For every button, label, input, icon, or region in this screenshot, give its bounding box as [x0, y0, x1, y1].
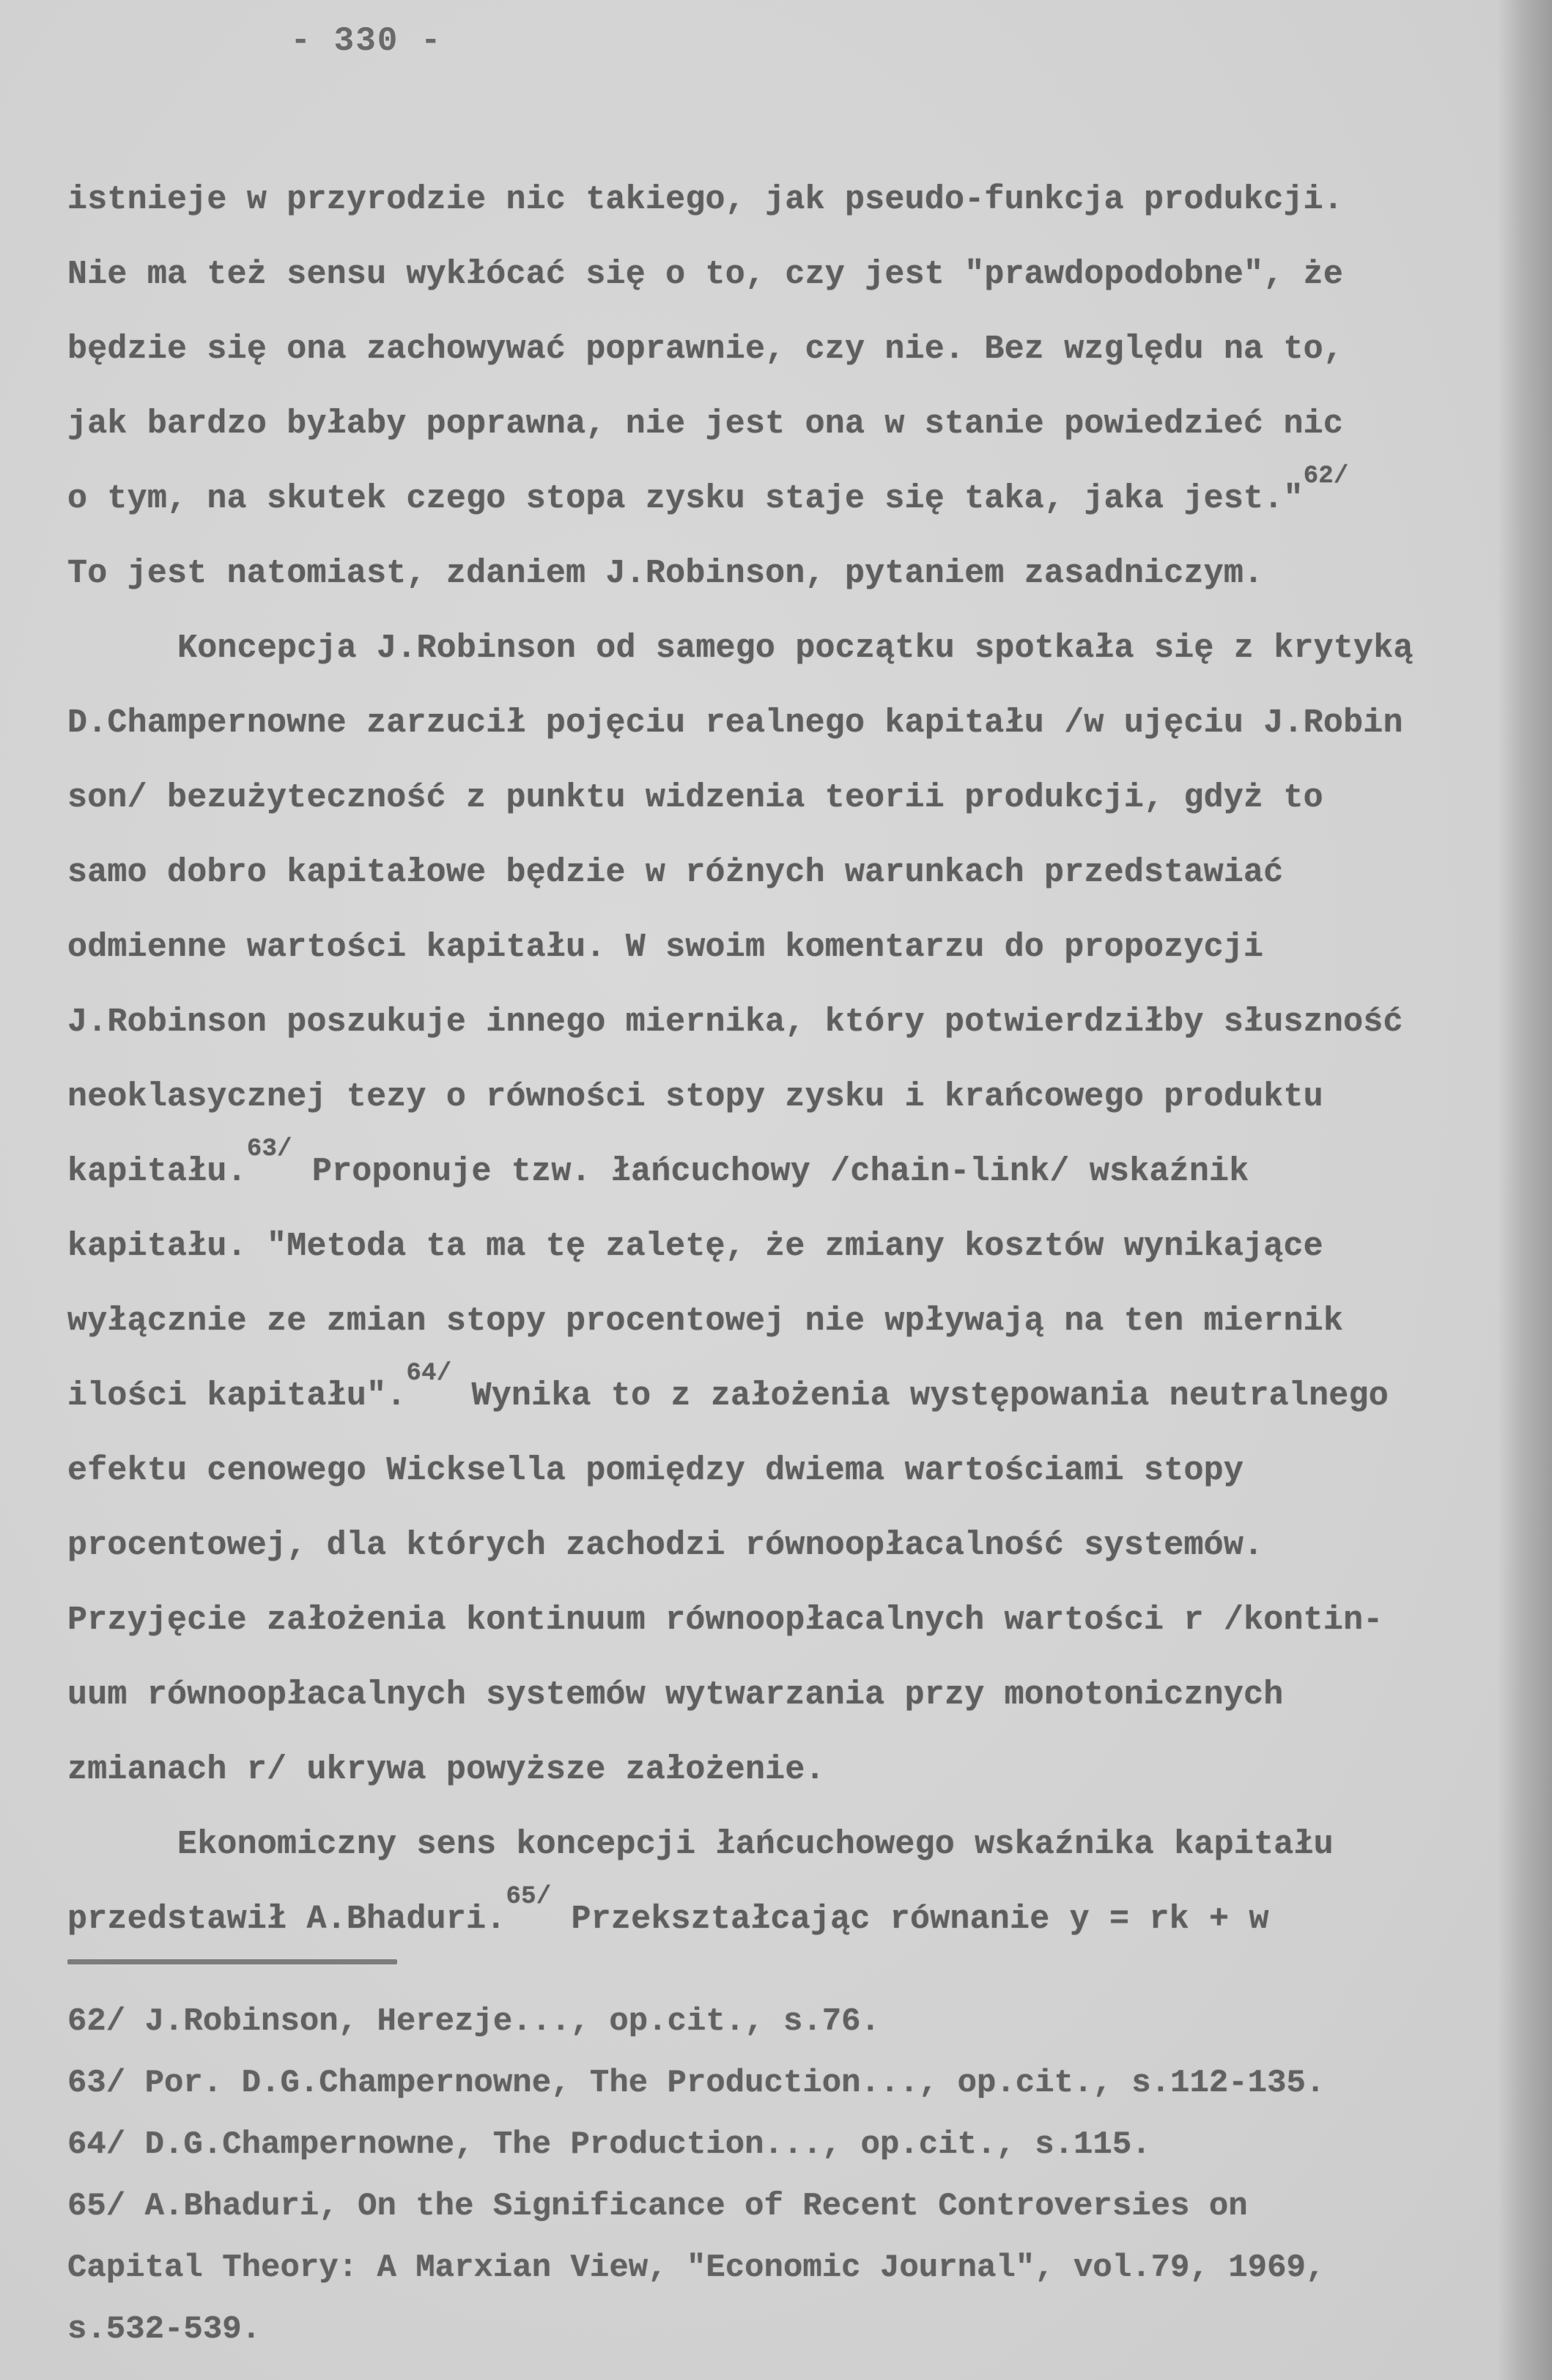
text-line: samo dobro kapitałowe będzie w różnych warunkach przedstawiać: [67, 854, 1284, 891]
text-line: Nie ma też sensu wykłócać się o to, czy jest "prawdopodobne", że: [67, 256, 1344, 293]
text-line: będzie się ona zachowywać poprawnie, czy nie. Bez względu na to,: [67, 331, 1344, 368]
text-line: [67, 1135, 1533, 1209]
line-text: Przekształcając równanie y = rk + w: [551, 1901, 1269, 1938]
text-line: To jest natomiast, zdaniem J.Robinson, pytaniem zasadniczym.: [67, 555, 1264, 592]
line-text: ilości kapitału".: [67, 1377, 407, 1415]
footnote-separator: [67, 1959, 397, 1964]
footnote-65-continued: s.532-539.: [67, 2311, 262, 2348]
footnote-64: 64/ D.G.Champernowne, The Production..., op.cit., s.115.: [67, 2126, 1151, 2163]
line-text: kapitału.: [67, 1153, 247, 1190]
footnote-ref-62[interactable]: 62/: [1303, 463, 1349, 490]
text-line: D.Champernowne zarzucił pojęciu realnego kapitału /w ujęciu J.Robin: [67, 704, 1403, 742]
text-line: Przyjęcie założenia kontinuum równoopłacalnych wartości r /kontin-: [67, 1602, 1383, 1639]
page-number: - 330 -: [290, 22, 443, 60]
footnote-ref-65[interactable]: 65/: [506, 1883, 552, 1911]
footnote-65: 65/ A.Bhaduri, On the Significance of Recent Controversies on: [67, 2188, 1248, 2225]
footnotes: [67, 1991, 1533, 2360]
text-line: J.Robinson poszukuje innego miernika, który potwierdziłby słuszność: [67, 1003, 1403, 1041]
line-text: Proponuje tzw. łańcuchowy /chain-link/ wskaźnik: [292, 1153, 1249, 1190]
text-line: istnieje w przyrodzie nic takiego, jak pseudo-funkcja produkcji.: [67, 181, 1344, 218]
text-line: neoklasycznej tezy o równości stopy zysku i krańcowego produktu: [67, 1078, 1323, 1116]
text-line: zmianach r/ ukrywa powyższe założenie.: [67, 1751, 825, 1788]
text-line: wyłącznie ze zmian stopy procentowej nie wpływają na ten miernik: [67, 1303, 1344, 1340]
line-text: przedstawił A.Bhaduri.: [67, 1901, 506, 1938]
footnote-ref-64[interactable]: 64/: [406, 1360, 452, 1388]
text-line: [67, 1359, 1533, 1434]
line-text: Wynika to z założenia występowania neutralnego: [451, 1377, 1389, 1415]
footnote-ref-63[interactable]: 63/: [246, 1135, 292, 1163]
text-line: kapitału. "Metoda ta ma tę zaletę, że zmiany kosztów wynikające: [67, 1228, 1323, 1265]
text-line-paragraph-start: Ekonomiczny sens koncepcji łańcuchowego wskaźnika kapitału: [177, 1826, 1334, 1863]
body-text: [67, 163, 1533, 1957]
text-line: efektu cenowego Wicksella pomiędzy dwiema wartościami stopy: [67, 1452, 1244, 1489]
line-text: o tym, na skutek czego stopa zysku staje się taka, jaka jest.": [67, 480, 1304, 517]
text-line: [67, 462, 1533, 537]
text-line: [67, 1882, 1533, 1957]
footnote-65-continued: Capital Theory: A Marxian View, "Economic Journal", vol.79, 1969,: [67, 2250, 1326, 2286]
text-line: odmienne wartości kapitału. W swoim komentarzu do propozycji: [67, 929, 1264, 966]
text-line: jak bardzo byłaby poprawna, nie jest ona w stanie powiedzieć nic: [67, 405, 1344, 443]
text-line: son/ bezużyteczność z punktu widzenia teorii produkcji, gdyż to: [67, 779, 1323, 817]
text-line: procentowej, dla których zachodzi równoopłacalność systemów.: [67, 1527, 1264, 1564]
footnote-62: 62/ J.Robinson, Herezje..., op.cit., s.76.: [67, 2003, 880, 2040]
footnote-63: 63/ Por. D.G.Champernowne, The Production..., op.cit., s.112-135.: [67, 2065, 1326, 2101]
text-line-paragraph-start: Koncepcja J.Robinson od samego początku spotkała się z krytyką: [177, 630, 1414, 667]
text-line: uum równoopłacalnych systemów wytwarzania przy monotonicznych: [67, 1676, 1284, 1714]
